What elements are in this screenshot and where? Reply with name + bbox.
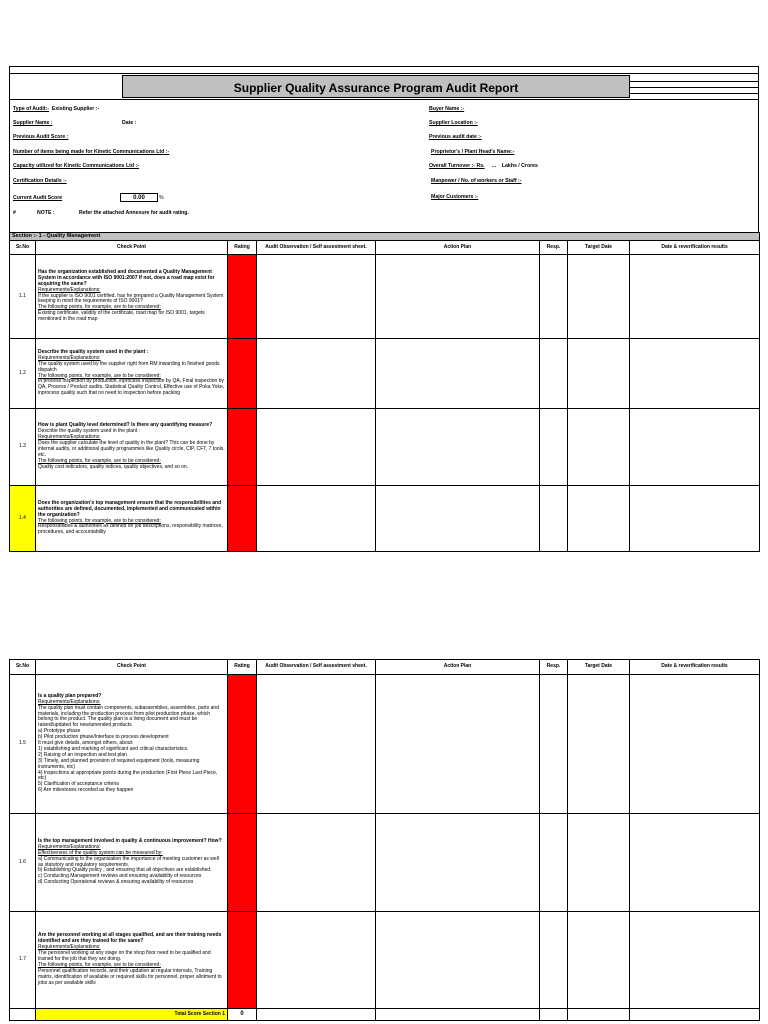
field-previous-audit-score[interactable]: Previous Audit Score : <box>13 134 69 140</box>
field-certification-details[interactable]: Certification Details :- <box>13 178 67 184</box>
col-reverification: Date & reverification results <box>630 660 760 675</box>
check-point-cell: Has the organization established and documented a Quality Management System in accordance with ISO 9001:2007 If not, does a road map exist for acquiring the same? Requirements/Explanations: If the supplier is ISO 9001 certified, has he prepared a Quality Management System keeping in mind the requirements of ISO 9001? The following points, for example, are to be considered: Existing certificate, validity of the certificate, road map for ISO 9001, targets mentioned in the road map <box>36 255 228 339</box>
row-sr-no: 1.5 <box>10 675 36 814</box>
target-date-cell[interactable] <box>568 255 630 339</box>
field-capacity-utilized[interactable]: Capacity utilized for Kinetic Communications Ltd :- <box>13 163 139 169</box>
title-box <box>122 75 630 98</box>
rating-cell[interactable] <box>228 675 257 814</box>
field-proprietor-name[interactable]: Proprietor's / Plant Head's Name:- <box>431 149 515 155</box>
audit-observation-cell[interactable] <box>257 912 376 1009</box>
row-sr-no: 1.7 <box>10 912 36 1009</box>
col-target-date: Target Date <box>568 660 630 675</box>
row-sr-no: 1.1 <box>10 255 36 339</box>
turnover-dots: ... <box>491 163 497 169</box>
rating-cell[interactable] <box>228 339 257 409</box>
audit-observation-cell[interactable] <box>257 339 376 409</box>
target-date-cell[interactable] <box>568 409 630 486</box>
reverification-cell[interactable] <box>630 339 760 409</box>
checkpoint-table-2 <box>9 659 760 1021</box>
resp-cell[interactable] <box>540 912 568 1009</box>
col-target-date: Target Date <box>568 241 630 255</box>
field-previous-audit-date[interactable]: Previous audit date :- <box>429 134 482 140</box>
row-sr-no: 1.4 <box>10 486 36 552</box>
field-current-audit-score: Current Audit Score <box>13 195 63 201</box>
resp-cell[interactable] <box>540 339 568 409</box>
check-point-cell: Does the organization's top management ensure that the responsibilities and authorities are defined, documented, implemented and communicated within the organization? The following points, for example, are to be considered: Responsibilities & authorities as defined on job descriptions, responsibility matrices, procedures, and accountability <box>36 486 228 552</box>
total-blank-cell <box>257 1009 376 1021</box>
rating-cell[interactable] <box>228 912 257 1009</box>
total-score-value: 0 <box>228 1009 257 1021</box>
audit-observation-cell[interactable] <box>257 814 376 912</box>
reverification-cell[interactable] <box>630 255 760 339</box>
col-resp: Resp. <box>540 241 568 255</box>
col-audit-observation: Audit Observation / Self assestment sheet. <box>257 660 376 675</box>
resp-cell[interactable] <box>540 486 568 552</box>
col-action-plan: Action Plan <box>376 660 540 675</box>
field-date[interactable]: Date : <box>122 120 137 126</box>
table-row <box>10 255 760 339</box>
check-point-cell: Is the top management involved in quality & continuous improvement? How? Requirements/Explanations: Effectiveness of the quality system can be measured by: a) Communicating to the organisation the importance of meeting customer as well as statutory and regulatory requirements. b) Establishing Quality policy , and ensuring that all objectives are established. c) Conducting Management reviews and ensuring availability of resources d) Conducting Operational reviews & ensuring availability of resources <box>36 814 228 912</box>
percent-sign: % <box>159 195 164 201</box>
total-blank-cell <box>540 1009 568 1021</box>
target-date-cell[interactable] <box>568 675 630 814</box>
field-major-customers[interactable]: Major Customers :- <box>431 194 479 200</box>
total-blank-cell <box>630 1009 760 1021</box>
col-reverification: Date & reverification results <box>630 241 760 255</box>
field-type-of-audit[interactable]: Type of Audit:- Existing Supplier :- <box>13 106 100 112</box>
field-supplier-location[interactable]: Supplier Location :- <box>429 120 478 126</box>
report-header <box>9 66 759 233</box>
total-blank-cell <box>10 1009 36 1021</box>
resp-cell[interactable] <box>540 409 568 486</box>
total-score-label: Total Score Section 1 <box>36 1009 228 1021</box>
checkpoint-table-1 <box>9 232 760 552</box>
target-date-cell[interactable] <box>568 814 630 912</box>
field-supplier-name[interactable]: Supplier Name : <box>13 120 53 126</box>
reverification-cell[interactable] <box>630 675 760 814</box>
action-plan-cell[interactable] <box>376 255 540 339</box>
reverification-cell[interactable] <box>630 486 760 552</box>
col-resp: Resp. <box>540 660 568 675</box>
audit-observation-cell[interactable] <box>257 486 376 552</box>
target-date-cell[interactable] <box>568 486 630 552</box>
col-check-point: Check Point <box>36 241 228 255</box>
col-sr-no: Sr.No <box>10 660 36 675</box>
resp-cell[interactable] <box>540 255 568 339</box>
target-date-cell[interactable] <box>568 912 630 1009</box>
rating-cell[interactable] <box>228 255 257 339</box>
reverification-cell[interactable] <box>630 409 760 486</box>
row-sr-no: 1.6 <box>10 814 36 912</box>
report-title: Supplier Quality Assurance Program Audit Report <box>233 81 519 95</box>
field-overall-turnover[interactable]: Overall Turnover :- Rs. ... Lakhs / Crores <box>429 163 538 169</box>
header-top-line <box>10 73 758 74</box>
table-row <box>10 409 760 486</box>
table-row <box>10 814 760 912</box>
rating-cell[interactable] <box>228 409 257 486</box>
action-plan-cell[interactable] <box>376 339 540 409</box>
note-label: NOTE : <box>37 210 55 216</box>
action-plan-cell[interactable] <box>376 409 540 486</box>
rating-cell[interactable] <box>228 814 257 912</box>
total-blank-cell <box>376 1009 540 1021</box>
check-point-cell: Is a quality plan prepared? Requirements/Explanations: The quality plan must contain components, subassemblies, assemblies, parts and materials, including the production process from pilot production phase, which belong to the product. The quality plan is a living document and must be raised/updated for new/amended products. a) Prototype phase b) Pilot production phase/Interface to process development It must give details, amongst others, about: 1) establishing and marking of significant and critical characteristics. 2) Raising of an inspection and test plan 3) Timely, and planned provision of required equipment (tools, measuring instruments, etc) 4) Inspections at appropriate points during the production (First Piece Last Piece, etc) 5) Clarification of acceptance criteria 6) Are milestones recorded as they happen <box>36 675 228 814</box>
action-plan-cell[interactable] <box>376 912 540 1009</box>
col-sr-no: Sr.No <box>10 241 36 255</box>
rating-cell[interactable] <box>228 486 257 552</box>
header-right-line-2 <box>630 87 758 88</box>
col-rating: Rating <box>228 660 257 675</box>
field-number-of-items[interactable]: Number of items being made for Kinetic Communications Ltd :- <box>13 149 170 155</box>
current-score-box[interactable]: 0.00 <box>120 193 158 202</box>
header-right-line-1 <box>630 81 758 82</box>
target-date-cell[interactable] <box>568 339 630 409</box>
table-row <box>10 339 760 409</box>
table-row <box>10 675 760 814</box>
note-hash: # <box>13 210 16 216</box>
col-audit-observation: Audit Observation / Self assestment sheet. <box>257 241 376 255</box>
row-sr-no: 1.2 <box>10 339 36 409</box>
audit-observation-cell[interactable] <box>257 255 376 339</box>
section-title: Section :- 1 - Quality Management <box>10 233 760 241</box>
table-header-row <box>10 660 760 675</box>
action-plan-cell[interactable] <box>376 486 540 552</box>
reverification-cell[interactable] <box>630 912 760 1009</box>
audit-observation-cell[interactable] <box>257 675 376 814</box>
table-row <box>10 912 760 1009</box>
table-header-row <box>10 241 760 255</box>
total-row <box>10 1009 760 1021</box>
col-rating: Rating <box>228 241 257 255</box>
check-point-cell: How is plant Quality level determined? Is there any quantifying measure? Describe the quality system used in the plant : Requirements/Explanations: Does the supplier calculate the level of quality in the plant? This can be done by internal audits, or additional quality programmes like Quality circle, CIP, CFT, 7 tools, etc. The following points, for example, are to be considered: Quality cost indicators, quality indices, quality objectives, and so on. <box>36 409 228 486</box>
field-manpower[interactable]: Manpower / No. of workers or Staff :- <box>431 178 522 184</box>
action-plan-cell[interactable] <box>376 675 540 814</box>
resp-cell[interactable] <box>540 675 568 814</box>
col-check-point: Check Point <box>36 660 228 675</box>
col-action-plan: Action Plan <box>376 241 540 255</box>
resp-cell[interactable] <box>540 814 568 912</box>
check-point-cell: Are the personnel working at all stages qualified, and are their training needs identified and are they trained for the same? Requirements/Explanations: The personnel working at any stage on the shop floor need to be qualified and trained for the job that they are doing. The following points, for example, are to be considered: Personnel qualification records, and their updation at regular intervals, Training matrix, identification of available or required skills for personnel, proper allotment to jobs as per available skills <box>36 912 228 1009</box>
table-row <box>10 486 760 552</box>
header-divider <box>10 99 758 100</box>
field-buyer-name[interactable]: Buyer Name :- <box>429 106 465 112</box>
audit-observation-cell[interactable] <box>257 409 376 486</box>
check-point-cell: Describe the quality system used in the plant : Requirements/Explanations: The quality system used by the supplier right from RM inwarding to finished goods dispatch The following points, for example, are to be considered: In process inspection by production, inprocess inspection by QA, Final inspection by QA, Process / Product audits, Statistical Quality Control, Effective use of Poka Yoke, inprocess quality such that no need to inspection before packing <box>36 339 228 409</box>
row-sr-no: 1.3 <box>10 409 36 486</box>
total-blank-cell <box>568 1009 630 1021</box>
action-plan-cell[interactable] <box>376 814 540 912</box>
note-text: Refer the attached Annexure for audit rating. <box>79 210 189 216</box>
header-right-line-3 <box>630 93 758 94</box>
reverification-cell[interactable] <box>630 814 760 912</box>
